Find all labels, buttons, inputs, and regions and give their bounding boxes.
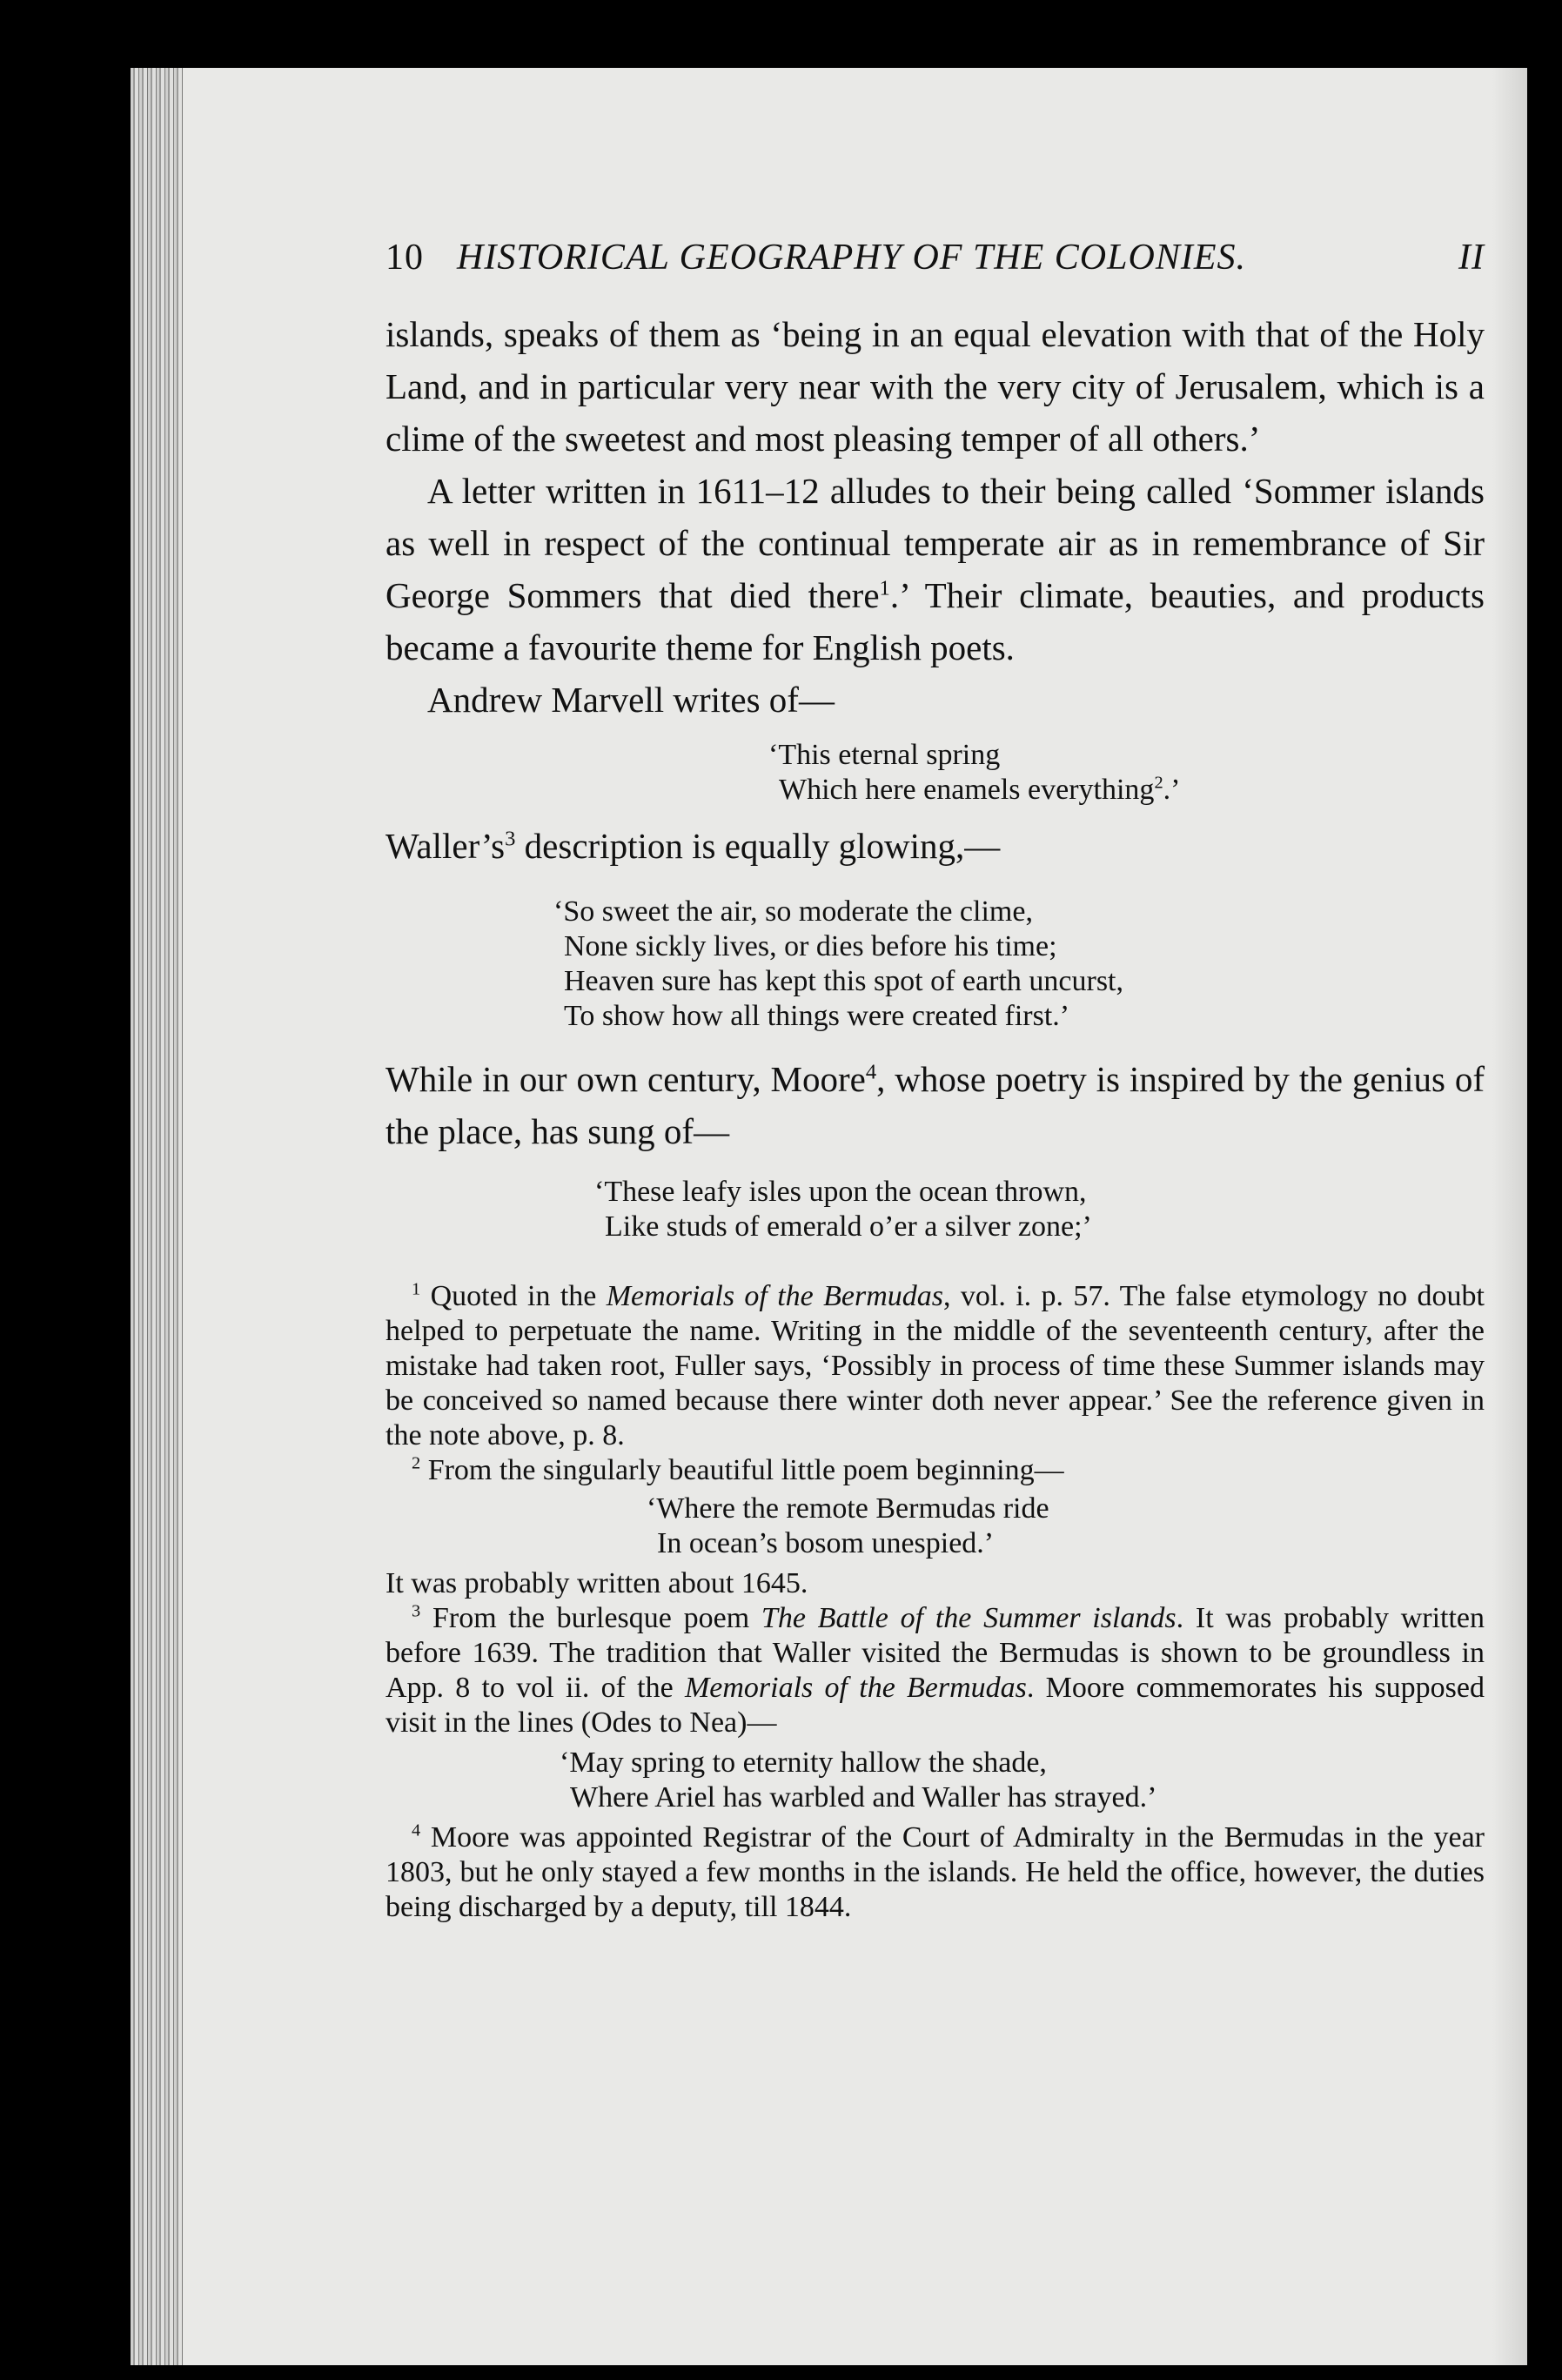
paragraph: Andrew Marvell writes of— — [427, 680, 835, 720]
footnote-verse — [385, 1492, 1485, 1561]
footnote-ref: 2 — [1154, 773, 1163, 793]
verse-line: ‘So sweet the air, so moderate the clime, — [553, 895, 1033, 928]
page-content — [385, 237, 1485, 1925]
footnote-ref: 1 — [879, 576, 890, 600]
verse-line: Where Ariel has warbled and Waller has strayed.’ — [570, 1781, 1157, 1813]
verse-block — [385, 1175, 1485, 1244]
paragraph: A letter written in 1611–12 alludes to their being called ‘Sommer islands as well in respect of the continual temperate air as in remembrance of Sir George Sommers that died there$^1$.’ Their climate, beauties, and products became a favourite theme for English poets. — [385, 471, 1485, 667]
chapter-number: II — [1458, 238, 1485, 278]
verse-line: ‘These leafy isles upon the ocean thrown, — [594, 1176, 1087, 1208]
verse-line: Which here enamels everything$^2$.’ — [779, 773, 1181, 806]
footnote-ref: 4 — [865, 1060, 877, 1084]
verse-block — [385, 895, 1485, 1034]
verse-line: None sickly lives, or dies before his time; — [564, 930, 1057, 962]
verse-line: In ocean’s bosom unespied.’ — [657, 1527, 995, 1559]
paragraph: islands, speaks of them as ‘being in an equal elevation with that of the Holy Land, and in particular very near with the very city of Jerusalem, which is a clime of the sweetest and most pleasing temper of all others.’ — [385, 314, 1485, 459]
footnote-ref: 3 — [505, 827, 516, 851]
verse-line: To show how all things were created first.’ — [564, 1000, 1070, 1032]
page-number: 10 — [385, 238, 424, 278]
verse-line: ‘Where the remote Bermudas ride — [647, 1492, 1049, 1525]
book-binding-edge — [131, 68, 183, 2365]
verse-line: ‘This eternal spring — [768, 739, 1001, 771]
footnote-verse — [385, 1746, 1485, 1815]
footnote-3: $^3$ From the burlesque poem The Battle of the Summer islands. It was probably written before 1639. The tradition that Waller visited the Bermudas is shown to be groundless in App. 8 to vol ii. of the Memorials of the Bermudas. Moore commemorates his supposed visit in the lines (Odes to Nea)— — [385, 1601, 1485, 1739]
paragraph: While in our own century, Moore$^4$, whose poetry is inspired by the genius of the place, has sung of— — [385, 1059, 1485, 1151]
footnotes — [385, 1279, 1485, 1925]
paragraph: $Waller’s^3$ description is equally glowing,— — [385, 826, 1001, 866]
body-text — [385, 308, 1485, 1244]
footnote-4: $^4$ Moore was appointed Registrar of the Court of Admiralty in the Bermudas in the year 1803, but he only stayed a few months in the islands. He held the office, however, the duties being discharged by a deputy, till 1844. — [385, 1820, 1485, 1923]
verse-line: Heaven sure has kept this spot of earth uncurst, — [564, 965, 1123, 997]
verse-line: Like studs of emerald o’er a silver zone;’ — [605, 1210, 1092, 1243]
footnote-2-continuation: It was probably written about 1645. — [385, 1567, 808, 1599]
running-title: HISTORICAL GEOGRAPHY OF THE COLONIES. — [457, 238, 1246, 278]
footnote-1: $^1$ Quoted in the Memorials of the Bermudas, vol. i. p. 57. The false etymology no doubt helped to perpetuate the name. Writing in the middle of the seventeenth century, after the mistake had taken root, Fuller says, ‘Possibly in process of time these Summer islands may be conceived so named because there winter doth never appear.’ See the reference given in the note above, p. 8. — [385, 1279, 1485, 1451]
footnote-2: $^2$ From the singularly beautiful little poem beginning— — [412, 1453, 1064, 1486]
verse-block — [385, 738, 1485, 808]
verse-line: ‘May spring to eternity hallow the shade, — [560, 1746, 1047, 1779]
running-head — [385, 237, 1485, 278]
page-right-edge — [1492, 68, 1527, 2365]
